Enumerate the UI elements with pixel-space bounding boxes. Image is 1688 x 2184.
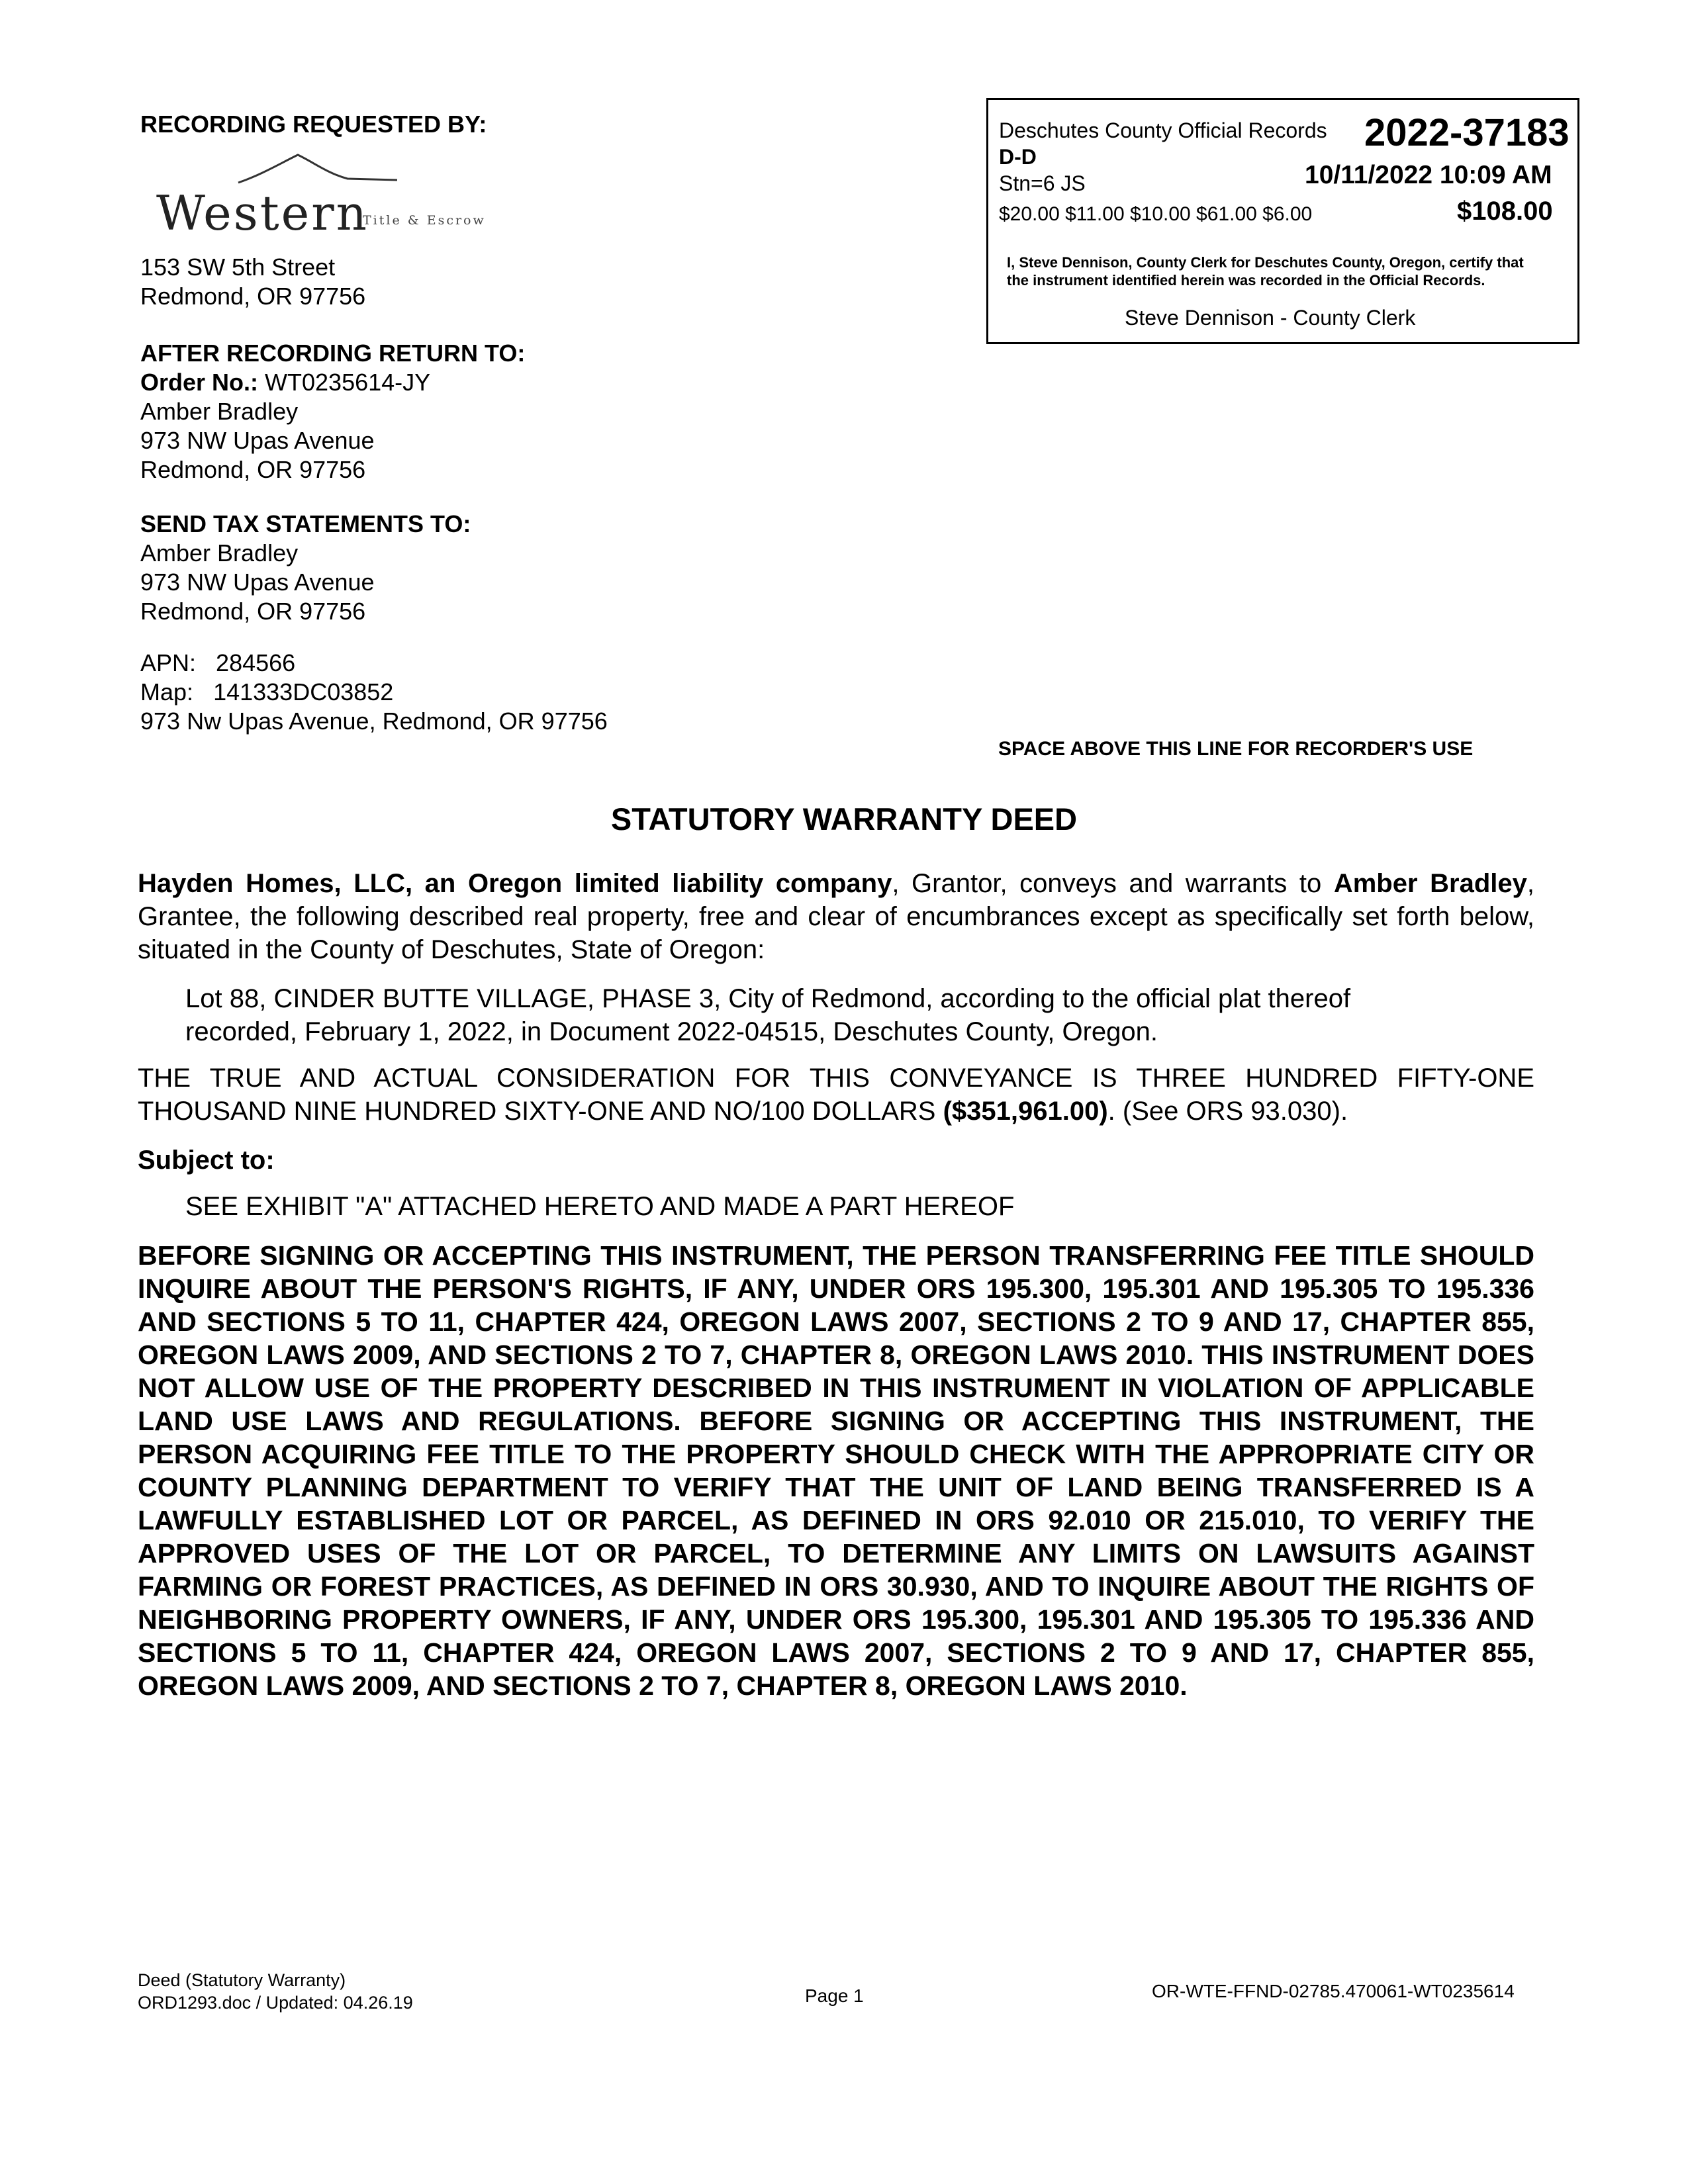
footer-form-info — [138, 1969, 413, 2014]
requester-address — [140, 253, 365, 311]
return-to-heading: AFTER RECORDING RETURN TO: — [140, 340, 526, 367]
address-line: 153 SW 5th Street — [140, 253, 336, 281]
return-to-line: Redmond, OR 97756 — [140, 456, 366, 483]
recording-requested-heading: RECORDING REQUESTED BY: — [140, 111, 487, 138]
consideration-amount: ($351,961.00) — [943, 1097, 1108, 1126]
return-to-line: Amber Bradley — [140, 398, 299, 425]
station-code: Stn=6 JS — [999, 171, 1086, 195]
clerk-certification: I, Steve Dennison, County Clerk for Deschutes County, Oregon, certify that the instrument identified herein was recorded in the Official Records. — [1007, 254, 1524, 289]
form-name: Deed (Statutory Warranty) — [138, 1970, 346, 1990]
subject-to-heading: Subject to: — [138, 1146, 275, 1175]
grantee-name: Amber Bradley — [1333, 869, 1527, 898]
form-file: ORD1293.doc / Updated: 04.26.19 — [138, 1993, 413, 2013]
consideration-text: THE TRUE AND ACTUAL CONSIDERATION FOR THIS CONVEYANCE IS THREE HUNDRED FIFTY-ONE THOUSAND NINE HUNDRED SIXTY-ONE AND NO/100 DOLLARS — [138, 1064, 1534, 1126]
conveyance-text: , Grantor, conveys and warrants to — [892, 869, 1334, 898]
grantor-name: Hayden Homes, LLC, an Oregon limited liability company — [138, 869, 892, 898]
recording-number: 2022-37183 — [1364, 111, 1570, 154]
exhibit-reference: SEE EXHIBIT "A" ATTACHED HERETO AND MADE A PART HEREOF — [185, 1192, 1015, 1221]
legal-line: Lot 88, CINDER BUTTE VILLAGE, PHASE 3, City of Redmond, according to the official plat thereof — [185, 984, 1351, 1013]
mountain-logo-icon — [235, 150, 400, 189]
consideration-text: . (See ORS 93.030). — [1107, 1097, 1348, 1126]
return-to-block — [140, 339, 525, 484]
tax-line: 973 NW Upas Avenue — [140, 569, 375, 596]
apn-value: 284566 — [216, 649, 296, 676]
company-logo-subtitle: Title & Escrow — [363, 213, 486, 228]
legal-line: recorded, February 1, 2022, in Document 2022-04515, Deschutes County, Oregon. — [185, 1017, 1158, 1046]
recording-datetime: 10/11/2022 10:09 AM — [1305, 161, 1552, 189]
tax-line: Amber Bradley — [140, 539, 299, 567]
footer-reference: OR-WTE-FFND-02785.470061-WT0235614 — [1152, 1981, 1515, 2001]
land-use-warning: BEFORE SIGNING OR ACCEPTING THIS INSTRUMENT, THE PERSON TRANSFERRING FEE TITLE SHOULD INQUIRE ABOUT THE PERSON'S RIGHTS, IF ANY, UNDER ORS 195.300, 195.301 AND 195.305 TO 195.336 AND SECTIONS 5 TO 11, CHAPTER 424, OREGON LAWS 2007, SECTIONS 2 TO 9 AND 17, CHAPTER 855, OREGON LAWS 2009, AND SECTIONS 2 TO 7, CHAPTER 8, OREGON LAWS 2010. THIS INSTRUMENT DOES NOT ALLOW USE OF THE PROPERTY DESCRIBED IN THIS INSTRUMENT IN VIOLATION OF APPLICABLE LAND USE LAWS AND REGULATIONS. BEFORE SIGNING OR ACCEPTING THIS INSTRUMENT, THE PERSON ACQUIRING FEE TITLE TO THE PROPERTY SHOULD CHECK WITH THE APPROPRIATE CITY OR COUNTY PLANNING DEPARTMENT TO VERIFY THAT THE UNIT OF LAND BEING TRANSFERRED IS A LAWFULLY ESTABLISHED LOT OR PARCEL, AS DEFINED IN ORS 92.010 OR 215.010, TO VERIFY THE APPROVED USES OF THE LOT OR PARCEL, TO DETERMINE ANY LIMITS ON LAWSUITS AGAINST FARMING OR FOREST PRACTICES, AS DEFINED IN ORS 30.930, AND TO INQUIRE ABOUT THE RIGHTS OF NEIGHBORING PROPERTY OWNERS, IF ANY, UNDER ORS 195.300, 195.301 AND 195.305 TO 195.336 AND SECTIONS 5 TO 11, CHAPTER 424, OREGON LAWS 2007, SECTIONS 2 TO 9 AND 17, CHAPTER 855, OREGON LAWS 2009, AND SECTIONS 2 TO 7, CHAPTER 8, OREGON LAWS 2010. — [138, 1240, 1534, 1701]
consideration-paragraph — [138, 1062, 1534, 1128]
records-office: Deschutes County Official Records — [999, 118, 1327, 142]
clerk-signature: Steve Dennison - County Clerk — [1125, 306, 1416, 330]
conveyance-text: , Grantee, the following described real property, free and clear of encumbrances except as specifically set forth below, situated in the County of Deschutes, State of Oregon: — [138, 869, 1534, 964]
legal-description — [185, 982, 1350, 1048]
map-value: 141333DC03852 — [213, 678, 394, 705]
tax-line: Redmond, OR 97756 — [140, 598, 366, 625]
page-number: Page 1 — [805, 1985, 864, 2006]
recorder-stamp-box — [986, 98, 1579, 344]
fee-total: $108.00 — [1457, 197, 1553, 226]
fee-breakdown: $20.00 $11.00 $10.00 $61.00 $6.00 — [999, 203, 1313, 225]
document-type-code: D-D — [999, 145, 1037, 169]
address-line: Redmond, OR 97756 — [140, 283, 366, 310]
apn-label: APN: — [140, 649, 197, 676]
order-number-label: Order No.: — [140, 369, 259, 396]
page-title: STATUTORY WARRANTY DEED — [610, 801, 1078, 837]
property-address: 973 Nw Upas Avenue, Redmond, OR 97756 — [140, 707, 608, 735]
order-number-value: WT0235614-JY — [265, 369, 431, 396]
tax-statements-heading: SEND TAX STATEMENTS TO: — [140, 510, 471, 537]
return-to-line: 973 NW Upas Avenue — [140, 427, 375, 454]
parcel-block — [140, 649, 608, 736]
company-logo-wordmark: Western — [156, 185, 369, 241]
conveyance-paragraph — [138, 867, 1534, 966]
tax-statements-block — [140, 510, 471, 626]
map-label: Map: — [140, 678, 194, 705]
recorder-space-note: SPACE ABOVE THIS LINE FOR RECORDER'S USE — [998, 738, 1474, 760]
